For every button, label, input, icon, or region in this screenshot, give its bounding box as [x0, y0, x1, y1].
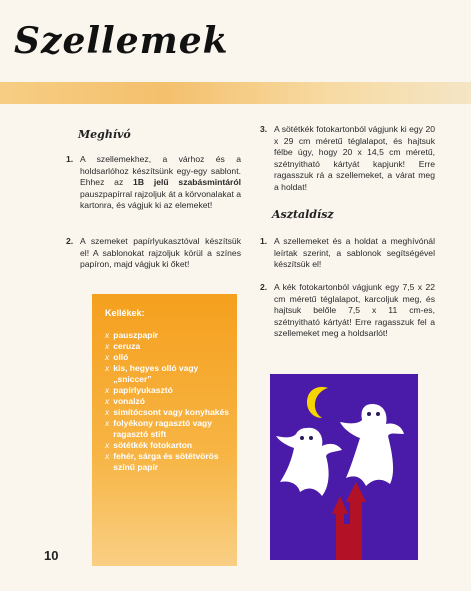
invitation-step-2 — [66, 236, 241, 271]
table-decor-step-2 — [260, 282, 435, 340]
list-item: x papírlyukasztó — [105, 385, 173, 395]
step-number: 1. — [66, 154, 74, 164]
table-decor-step-1 — [260, 236, 435, 271]
list-item: x fehér, sárga és sötétvörös színű papír — [105, 451, 219, 472]
step-text: A sötétkék fotokartonból vágjunk ki egy 20 x 29 cm méretű téglalapot, és hajtsuk félbe úgy, hogy 20 x 14,5 cm méretű, szétnyitható kártyát kapjunk! Erre ragasszuk rá a szellemeket, a várat meg a holdat! — [274, 124, 435, 192]
title-decoration-band — [0, 82, 471, 104]
step-number: 3. — [260, 124, 268, 134]
list-item: x pauszpapír — [105, 330, 159, 340]
step-text: A kék fotokartonból vágjunk egy 7,5 x 22 cm méretű téglalapot, karcoljuk meg, és hajtsuk belőle 7,5 x 11 cm-es, szétnyitható kártyát! Erre ragasszuk fel a szellemeket meg a holdsarlót! — [274, 282, 435, 339]
list-item: x ceruza — [105, 341, 141, 351]
materials-box — [92, 294, 237, 566]
page-number: 10 — [44, 548, 59, 563]
invitation-step-3 — [260, 124, 435, 194]
list-item: x simítócsont vagy konyhakés — [105, 407, 229, 417]
invitation-step-1 — [66, 154, 241, 212]
step-number: 1. — [260, 236, 268, 246]
table-decor-heading: Asztaldísz — [272, 208, 334, 221]
list-item: x kis, hegyes olló vagy „sniccer” — [105, 363, 199, 384]
step-text: A szemeket papírlyukasztóval készítsük el! A sablonokat rajzoljuk körül a színes papíron, majd vágjuk ki őket! — [80, 236, 241, 270]
list-item: x sötétkék fotokarton — [105, 440, 193, 450]
materials-title: Kellékek: — [105, 308, 145, 318]
materials-list — [105, 330, 230, 473]
step-number: 2. — [66, 236, 74, 246]
list-item: x vonalzó — [105, 396, 145, 406]
page-title: Szellemek — [14, 20, 229, 62]
craft-photo — [270, 374, 418, 560]
step-text: A szellemekhez, a várhoz és a holdsarlóhoz készítsünk egy-egy sablont. Ehhez az 1B jelű szabásmintáról pauszpapírral rajzoljuk át a körvonalakat a kartonra, és vágjuk ki az elemeket! — [80, 154, 241, 211]
invitation-heading: Meghívó — [78, 128, 131, 141]
ghost-card-illustration — [270, 374, 418, 560]
step-text: A szellemeket és a holdat a meghívónál leírtak szerint, a sablonok segítségével készítsük el! — [274, 236, 435, 270]
list-item: x olló — [105, 352, 129, 362]
list-item: x folyékony ragasztó vagy ragasztó stift — [105, 418, 212, 439]
step-number: 2. — [260, 282, 268, 292]
